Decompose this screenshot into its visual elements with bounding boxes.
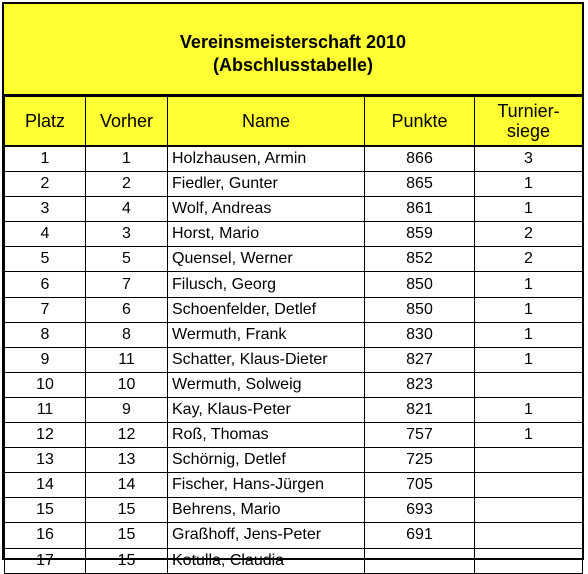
cell-vorher: 5 (86, 247, 168, 272)
header-row (5, 97, 583, 147)
cell-punkte: 850 (365, 297, 475, 322)
cell-turniersiege (475, 372, 583, 397)
title-block (4, 4, 582, 96)
cell-platz: 1 (5, 146, 86, 172)
table-row (5, 397, 583, 422)
cell-name: Holzhausen, Armin (168, 146, 365, 172)
table-row (5, 297, 583, 322)
cell-name: Roß, Thomas (168, 423, 365, 448)
cell-platz: 8 (5, 322, 86, 347)
cell-punkte: 859 (365, 222, 475, 247)
column-header-vorher: Vorher (86, 97, 168, 147)
cell-platz: 12 (5, 423, 86, 448)
cell-vorher: 4 (86, 197, 168, 222)
cell-turniersiege (475, 448, 583, 473)
cell-vorher: 12 (86, 423, 168, 448)
cell-name: Kotulla, Claudia (168, 548, 365, 573)
table-row (5, 473, 583, 498)
cell-platz: 6 (5, 272, 86, 297)
cell-vorher: 2 (86, 172, 168, 197)
cell-vorher: 8 (86, 322, 168, 347)
cell-turniersiege (475, 498, 583, 523)
column-header-name: Name (168, 97, 365, 147)
cell-platz: 13 (5, 448, 86, 473)
cell-turniersiege: 3 (475, 146, 583, 172)
cell-name: Horst, Mario (168, 222, 365, 247)
cell-name: Schatter, Klaus-Dieter (168, 347, 365, 372)
cell-punkte: 821 (365, 397, 475, 422)
table-row (5, 347, 583, 372)
cell-vorher: 14 (86, 473, 168, 498)
cell-name: Schörnig, Detlef (168, 448, 365, 473)
cell-turniersiege (475, 473, 583, 498)
cell-platz: 17 (5, 548, 86, 573)
cell-name: Graßhoff, Jens-Peter (168, 523, 365, 548)
cell-turniersiege: 1 (475, 322, 583, 347)
cell-vorher: 3 (86, 222, 168, 247)
cell-vorher: 13 (86, 448, 168, 473)
cell-platz: 14 (5, 473, 86, 498)
cell-platz: 5 (5, 247, 86, 272)
cell-name: Fiedler, Gunter (168, 172, 365, 197)
cell-platz: 10 (5, 372, 86, 397)
cell-platz: 9 (5, 347, 86, 372)
cell-name: Wermuth, Frank (168, 322, 365, 347)
table-row (5, 222, 583, 247)
cell-punkte: 823 (365, 372, 475, 397)
cell-punkte: 827 (365, 347, 475, 372)
cell-vorher: 15 (86, 548, 168, 573)
cell-platz: 3 (5, 197, 86, 222)
table-row (5, 172, 583, 197)
cell-turniersiege: 1 (475, 297, 583, 322)
cell-turniersiege: 1 (475, 423, 583, 448)
cell-name: Wermuth, Solweig (168, 372, 365, 397)
cell-name: Fischer, Hans-Jürgen (168, 473, 365, 498)
cell-vorher: 9 (86, 397, 168, 422)
cell-punkte: 830 (365, 322, 475, 347)
standings-table (4, 96, 583, 574)
table-row (5, 372, 583, 397)
cell-punkte: 850 (365, 272, 475, 297)
cell-turniersiege (475, 548, 583, 573)
table-title: Vereinsmeisterschaft 2010 (179, 32, 407, 52)
table-row (5, 523, 583, 548)
cell-punkte: 725 (365, 448, 475, 473)
cell-vorher: 10 (86, 372, 168, 397)
cell-name: Schoenfelder, Detlef (168, 297, 365, 322)
cell-platz: 11 (5, 397, 86, 422)
cell-platz: 16 (5, 523, 86, 548)
column-header-turniersiege (475, 97, 583, 147)
cell-punkte: 866 (365, 146, 475, 172)
table-row (5, 498, 583, 523)
table-row (5, 247, 583, 272)
table-row (5, 272, 583, 297)
column-header-platz: Platz (5, 97, 86, 147)
cell-vorher: 7 (86, 272, 168, 297)
cell-vorher: 11 (86, 347, 168, 372)
cell-turniersiege: 1 (475, 197, 583, 222)
cell-vorher: 6 (86, 297, 168, 322)
cell-punkte: 705 (365, 473, 475, 498)
table-row (5, 548, 583, 573)
cell-turniersiege: 2 (475, 222, 583, 247)
cell-turniersiege: 1 (475, 397, 583, 422)
cell-punkte: 861 (365, 197, 475, 222)
table-row (5, 146, 583, 172)
cell-platz: 4 (5, 222, 86, 247)
table-row (5, 197, 583, 222)
cell-platz: 2 (5, 172, 86, 197)
cell-platz: 7 (5, 297, 86, 322)
table-row (5, 423, 583, 448)
cell-name: Quensel, Werner (168, 247, 365, 272)
cell-name: Filusch, Georg (168, 272, 365, 297)
cell-turniersiege: 2 (475, 247, 583, 272)
column-header-turniersiege-label: Turnier- siege (497, 101, 560, 141)
cell-name: Kay, Klaus-Peter (168, 397, 365, 422)
cell-turniersiege: 1 (475, 347, 583, 372)
cell-turniersiege (475, 523, 583, 548)
cell-punkte: 852 (365, 247, 475, 272)
cell-punkte: 757 (365, 423, 475, 448)
cell-punkte (365, 548, 475, 573)
column-header-punkte: Punkte (365, 97, 475, 147)
cell-name: Behrens, Mario (168, 498, 365, 523)
cell-turniersiege: 1 (475, 172, 583, 197)
table-subtitle: (Abschlusstabelle) (212, 55, 374, 75)
cell-punkte: 865 (365, 172, 475, 197)
cell-vorher: 1 (86, 146, 168, 172)
standings-sheet (2, 2, 584, 569)
table-row (5, 322, 583, 347)
cell-name: Wolf, Andreas (168, 197, 365, 222)
cell-punkte: 693 (365, 498, 475, 523)
cell-vorher: 15 (86, 523, 168, 548)
cell-platz: 15 (5, 498, 86, 523)
table-row (5, 448, 583, 473)
cell-punkte: 691 (365, 523, 475, 548)
cell-turniersiege: 1 (475, 272, 583, 297)
cell-vorher: 15 (86, 498, 168, 523)
